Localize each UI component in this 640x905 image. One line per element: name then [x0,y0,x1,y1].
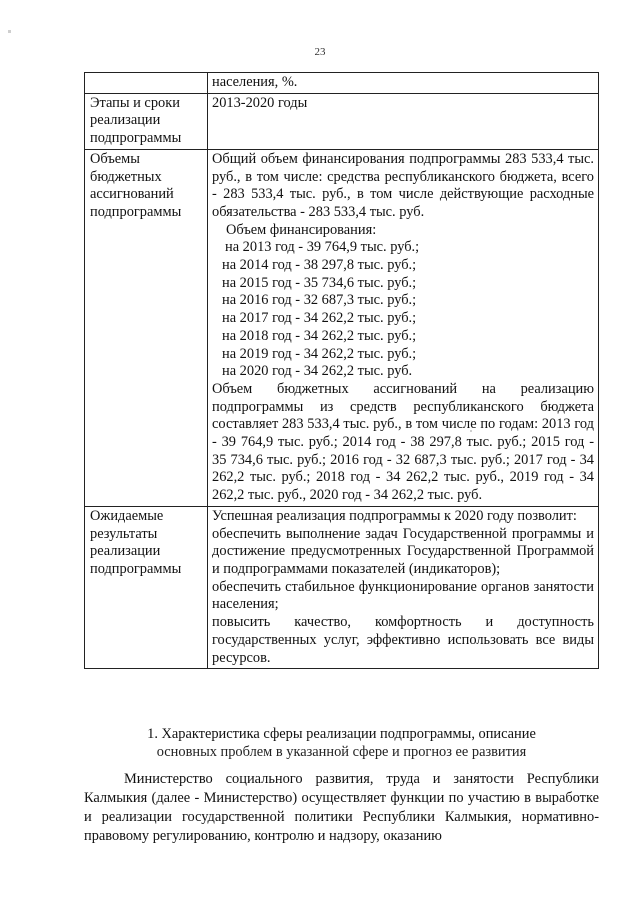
row-label-budget: Объемы бюджетных ассигнований подпрограммы [85,149,208,506]
table-row-budget [85,149,599,506]
section-heading-line-1: 1. Характеристика сферы реализации подпрограммы, описание [147,726,536,742]
row-value-budget [208,149,599,506]
results-intro: Успешная реализация подпрограммы к 2020 году позволит: [212,507,577,524]
row-label-empty [85,73,208,94]
row-value-population: населения, %. [208,73,599,94]
financing-year-2017: на 2017 год - 34 262,2 тыс. руб.; [222,310,417,327]
section-heading [84,725,599,761]
results-item-2: обеспечить стабильное функционирование органов занятости населения; [212,578,594,613]
subprogram-passport-table [84,72,599,669]
budget-intro: Общий объем финансирования подпрограммы 283 533,4 тыс. руб., в том числе: средства республиканского бюджета, всего - 283 533,4 тыс. руб., в том числе действующие расходные обязательства - 283 533,4 тыс. руб. [212,150,594,220]
row-value-results [208,506,599,668]
body-paragraph-text: Министерство социального развития, труда и занятости Республики Калмыкия (далее - Министерство) осуществляет функции по участию в выработке и реализации государственной политики Республики Калмыкия, нормативно-правовому регулированию, контролю и надзору, оказанию [84,771,599,844]
results-item-1: обеспечить выполнение задач Государственной программы и достижение предусмотренных Государственной Программой и подпрограммами показателей (индикаторов); [212,525,594,577]
body-paragraph [84,770,599,846]
financing-year-2020: на 2020 год - 34 262,2 тыс. руб. [222,363,413,380]
financing-year-2013: на 2013 год - 39 764,9 тыс. руб.; [225,239,420,256]
row-label-results: Ожидаемые результаты реализации подпрограммы [85,506,208,668]
financing-year-2014: на 2014 год - 38 297,8 тыс. руб.; [222,257,417,274]
financing-year-2018: на 2018 год - 34 262,2 тыс. руб.; [222,327,417,344]
page-number: 23 [314,46,326,58]
scan-artifact [8,30,11,33]
table-row-population [85,73,599,94]
financing-year-2016: на 2016 год - 32 687,3 тыс. руб.; [222,292,417,309]
row-label-stages: Этапы и сроки реализации подпрограммы [85,93,208,149]
budget-summary: Объем бюджетных ассигнований на реализацию подпрограммы из средств республиканского бюджета составляет 283 533,4 тыс. руб., в том числе по годам: 2013 год - 39 764,9 тыс. руб.; 2014 год - 38 297,8 тыс. руб.; 2015 год - 35 734,6 тыс. руб.; 2016 год - 32 687,3 тыс. руб.; 2017 год - 34 262,2 тыс. руб.; 2018 год - 34 262,2 тыс. руб., 2019 год - 34 262,2 тыс. руб., 2020 год - 34 262,2 тыс. руб. [212,380,594,504]
table-row-results [85,506,599,668]
financing-year-2015: на 2015 год - 35 734,6 тыс. руб.; [222,274,417,291]
section-heading-line-2: основных проблем в указанной сфере и прогноз ее развития [156,744,527,760]
financing-heading: Объем финансирования: [226,221,377,238]
results-item-3: повысить качество, комфортность и доступность государственных услуг, эффективно использовать все виды ресурсов. [212,614,594,666]
table-row-stages [85,93,599,149]
row-value-stages: 2013-2020 годы [208,93,599,149]
financing-year-2019: на 2019 год - 34 262,2 тыс. руб.; [222,345,417,362]
